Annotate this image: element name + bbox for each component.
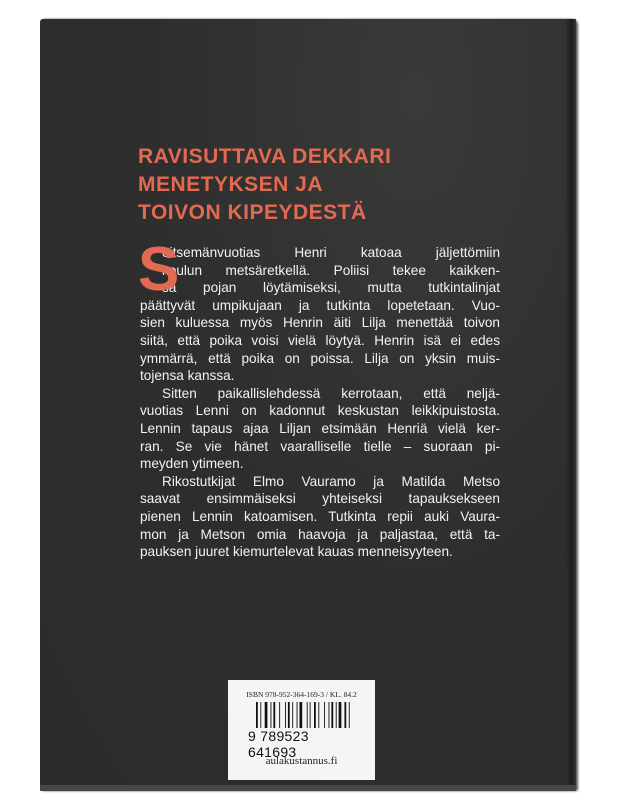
blurb-line: pauksen juuret kiemurtelevat kauas menneisyyteen. bbox=[140, 544, 453, 560]
blurb-line: päättyvät umpikujaan ja tutkinta lopetetaan. Vuo- bbox=[140, 297, 500, 313]
blurb-line: koulun metsäretkellä. Poliisi tekee kaikken- bbox=[162, 262, 500, 278]
heading-line: RAVISUTTAVA DEKKARI bbox=[138, 145, 392, 168]
blurb-line: sien kuluessa myös Henrin äiti Lilja menettää toivon bbox=[140, 315, 500, 331]
blurb-line: sa pojan löytämiseksi, mutta tutkintalinjat bbox=[162, 280, 500, 296]
blurb-line: tojensa kanssa. bbox=[140, 368, 235, 384]
book-spine-edge bbox=[566, 19, 576, 791]
blurb-line: Sitten paikallislehdessä kerrotaan, että neljä- bbox=[162, 385, 500, 401]
book-back-cover bbox=[40, 19, 576, 791]
heading-line: TOIVON KIPEYDESTÄ bbox=[138, 201, 367, 224]
blurb-line: eitsemänvuotias Henri katoaa jäljettömiin bbox=[162, 245, 500, 260]
blurb-line: Lennin tapaus ajaa Liljan etsimään Henriä vielä ker- bbox=[140, 420, 500, 436]
barcode-digits: 9 789523 641693 bbox=[246, 728, 360, 760]
blurb-line: mon ja Metson omia haavoja ja paljastaa, että ta- bbox=[140, 526, 500, 542]
blurb-line: ymmärrä, että poika on poissa. Lilja on yksin muis- bbox=[140, 350, 500, 366]
blurb-line: meyden ytimeen. bbox=[140, 456, 244, 472]
publisher-url: aulakustannus.fi bbox=[265, 755, 338, 767]
blurb-text bbox=[138, 235, 500, 561]
cover-heading bbox=[138, 143, 391, 227]
blurb-line: pienen Lennin katoamisen. Tutkinta repii auki Vaura- bbox=[140, 508, 500, 524]
blurb-line: siitä, että poika voisi vielä löytyä. Henrin isä ei edes bbox=[140, 332, 500, 348]
blurb-line: Rikostutkijat Elmo Vauramo ja Matilda Metso bbox=[162, 473, 500, 489]
drop-cap: S bbox=[138, 235, 180, 304]
blurb-line: ran. Se vie hänet vaaralliselle tielle – suoraan pi- bbox=[140, 438, 500, 454]
book-bottom-edge bbox=[40, 785, 576, 791]
blurb-line: vuotias Lenni on kadonnut keskustan leikkipuistosta. bbox=[140, 403, 500, 419]
isbn-text: ISBN 978-952-364-169-3 / KL. 84.2 bbox=[246, 690, 357, 699]
heading-line: MENETYKSEN JA bbox=[138, 173, 324, 196]
blurb-line: saavat ensimmäiseksi yhteiseksi tapauksekseen bbox=[140, 491, 500, 507]
barcode-label bbox=[228, 680, 375, 780]
